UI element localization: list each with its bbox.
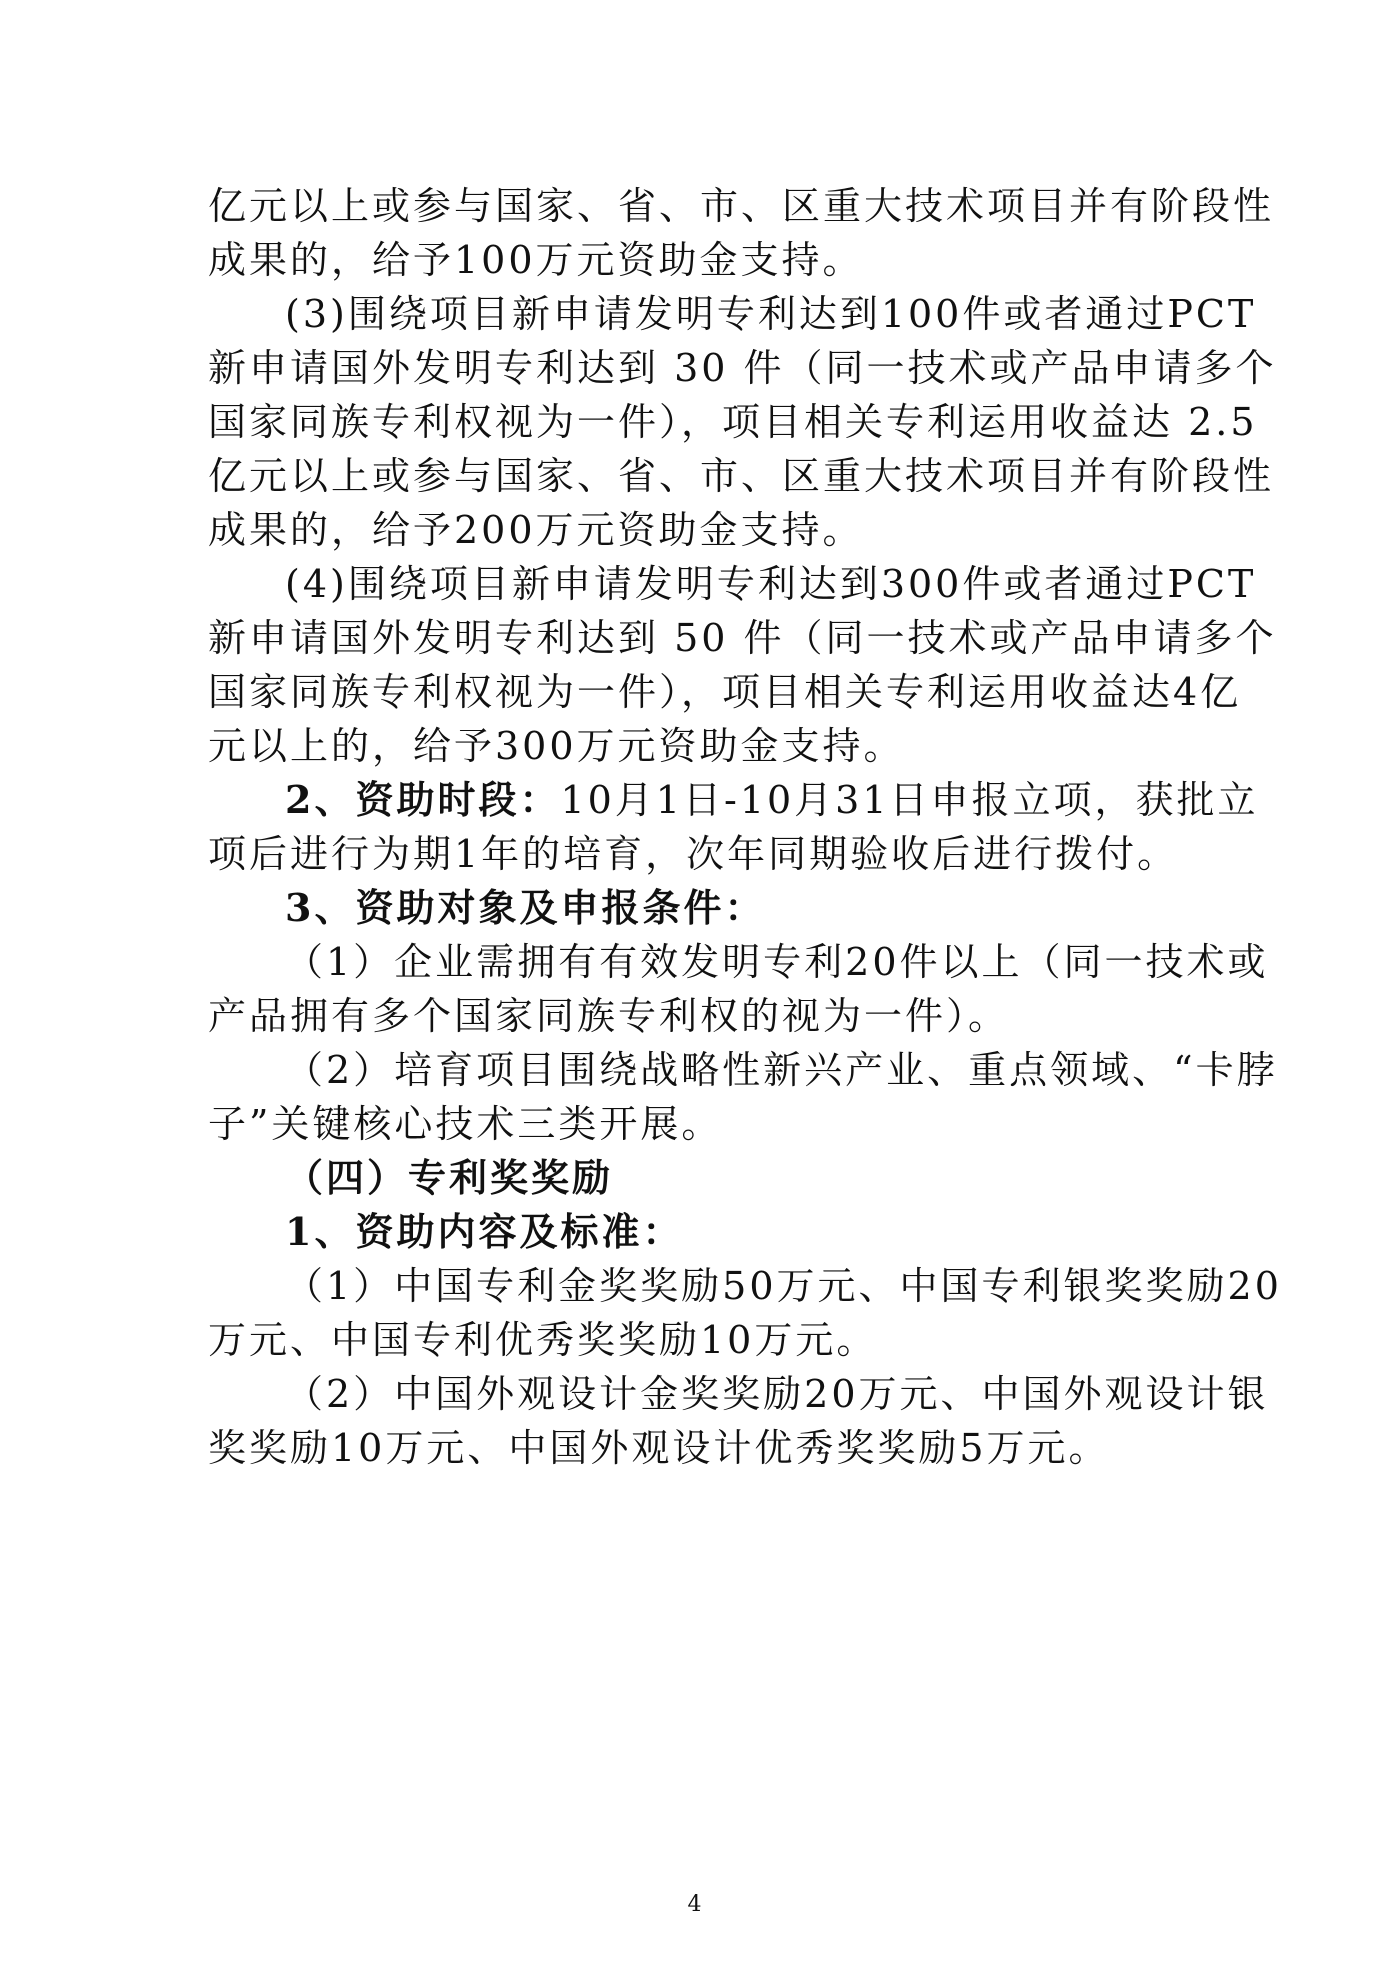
text-line-10: 国家同族专利权视为一件），项目相关专利运用收益达4亿 [208,670,1242,714]
text-line-25: 奖奖励10万元、中国外观设计优秀奖奖励5万元。 [208,1426,1110,1470]
funding-period-text: 10月1日-10月31日申报立项，获批立 [560,778,1259,822]
text-line-9: 新申请国外发明专利达到 50 件（同一技术或产品申请多个 [208,616,1277,660]
text-line-6: 亿元以上或参与国家、省、市、区重大技术项目并有阶段性 [208,454,1275,498]
text-line-7: 成果的，给予200万元资助金支持。 [208,508,864,552]
text-line-8: (4)围绕项目新申请发明专利达到300件或者通过PCT [285,562,1257,606]
text-line-13: 项后进行为期1年的培育，次年同期验收后进行拨付。 [208,832,1179,876]
text-line-12 [285,776,1259,824]
text-line-11: 元以上的，给予300万元资助金支持。 [208,724,905,768]
text-line-15: （1）企业需拥有有效发明专利20件以上（同一技术或 [285,940,1269,984]
text-line-16: 产品拥有多个国家同族专利权的视为一件）。 [208,994,1010,1038]
text-line-5: 国家同族专利权视为一件），项目相关专利运用收益达 2.5 [208,400,1258,444]
section-label-funding-period: 2、资助时段： [285,777,561,822]
text-line-24: （2）中国外观设计金奖奖励20万元、中国外观设计银 [285,1372,1269,1416]
page-number: 4 [687,1892,702,1917]
text-line-22: （1）中国专利金奖奖励50万元、中国专利银奖奖励20 [285,1264,1282,1308]
section-heading-patent-award: （四）专利奖奖励 [285,1155,614,1200]
text-line-4: 新申请国外发明专利达到 30 件（同一技术或产品申请多个 [208,346,1277,390]
section-heading-content-standard: 1、资助内容及标准： [285,1209,684,1254]
text-line-1: 亿元以上或参与国家、省、市、区重大技术项目并有阶段性 [208,184,1275,228]
text-line-17: （2）培育项目围绕战略性新兴产业、重点领域、“卡脖 [285,1048,1278,1092]
text-line-3: (3)围绕项目新申请发明专利达到100件或者通过PCT [285,292,1257,336]
text-line-23: 万元、中国专利优秀奖奖励10万元。 [208,1318,878,1362]
text-line-18: 子”关键核心技术三类开展。 [208,1102,723,1146]
section-heading-eligibility: 3、资助对象及申报条件： [285,885,766,930]
text-line-2: 成果的，给予100万元资助金支持。 [208,238,864,282]
